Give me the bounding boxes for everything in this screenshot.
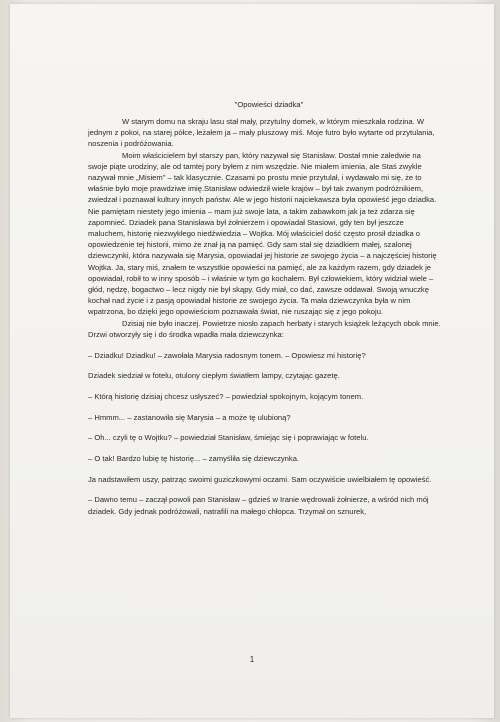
paper-sheet xyxy=(10,4,494,718)
dialogue-line: – O tak! Bardzo lubię tę historię... – zamyśliła się dziewczynka. xyxy=(88,454,300,464)
dialogue-line: – Którą historię dzisiaj chcesz usłyszeć? – powiedział spokojnym, kojącym tonem. xyxy=(88,391,364,401)
dialogue-line: Ja nadstawiłem uszy, patrząc swoimi guziczkowymi oczami. Sam oczywiście uwielbiałem tę opowieść. xyxy=(88,474,432,484)
dialogue-line: – Dziadku! Dziadku! – zawołała Marysia radosnym tonem. – Opowiesz mi historię? xyxy=(88,350,366,360)
dialogue-line: – Dawno temu – zaczął powoli pan Stanisław – gdzieś w Iranie wędrowali żołnierze, a wśród nich mój dziadek. Gdy jednak podróżowali, natrafili na małego chłopca. Trzymał on sznurek, xyxy=(88,495,429,516)
dialogue-line: Dziadek siedział w fotelu, otulony ciepłym światłem lampy, czytając gazetę. xyxy=(88,371,340,381)
document-body xyxy=(88,99,442,517)
document-title: "Opowieści dziadka" xyxy=(234,100,304,109)
page-number: 1 xyxy=(249,654,255,664)
dialogue-line: – Oh... czyli tę o Wojtku? – powiedział Stanisław, śmiejąc się i poprawiając w fotelu. xyxy=(88,433,369,443)
paragraph: Moim właścicielem był starszy pan, który nazywał się Stanisław. Dostał mnie zaledwie na swoje piąte urodziny, ale od tamtej pory byłem z nim wszędzie. Nie miałem imienia, ale Staś zwykle nazywał mnie „Misiem" – tak klasycznie. Czasami po prostu mnie przytulał, i wydawało mi się, że to właśnie było moje prawdziwe imię.Stanisław odwiedził wiele krajów – był tak zwanym podróżnikiem, zwiedzał i poznawał kultury innych państw. Ale w jego historii najciekawsza była opowieść jego dziadka. Nie pamiętam niestety jego imienia – mam już swoje lata, a takim zabawkom jak ja też zdarza się zapomnieć. Dziadek pana Stanisława był żołnierzem i opowiadał Stasiowi, gdy ten był jeszcze maluchem, historię niezwykłego niedźwiedzia – Wojtka. Mój właściciel dość często prosił dziadka o opowiedzenie tej historii, mimo że znał ją na pamięć. Gdy sam stał się dziadkiem małej, szalonej dziewczynki, która nazywała się Marysia, opowiadał jej historie ze swojego życia – a najczęściej historię Wojtka. Ja, stary miś, znałem te wszystkie opowieści na pamięć, ale za każdym razem, gdy dziadek je opowiadał, robił to w inny sposób – i właśnie w tym go kochałem. Był człowiekiem, który widział wiele – głód, nędzę, bogactwo – lecz nigdy nie był skąpy. Gdy miał, co dać, zawsze oddawał. Swoją wnuczkę kochał nad życie i z pasją opowiadał historie ze swojego życia. Ta mała dziewczynka była w nim wpatrzona, bo dzięki jego opowieściom poznawała świat, nie ruszając się z jego pokoju. xyxy=(88,150,437,317)
paragraph: W starym domu na skraju lasu stał mały, przytulny domek, w którym mieszkała rodzina. W jednym z pokoi, na starej półce, leżałem ja – mały pluszowy miś. Moje futro było wytarte od przytulania, noszenia i podróżowania. xyxy=(88,117,435,149)
paragraph: Dzisiaj nie było inaczej. Powietrze niosło zapach herbaty i starych książek leżących obok mnie. Drzwi otworzyły się i do środka wpadła mała dziewczynka: xyxy=(88,318,441,339)
dialogue-line: – Hmmm... – zastanowiła się Marysia – a może tę ulubioną? xyxy=(88,412,291,422)
